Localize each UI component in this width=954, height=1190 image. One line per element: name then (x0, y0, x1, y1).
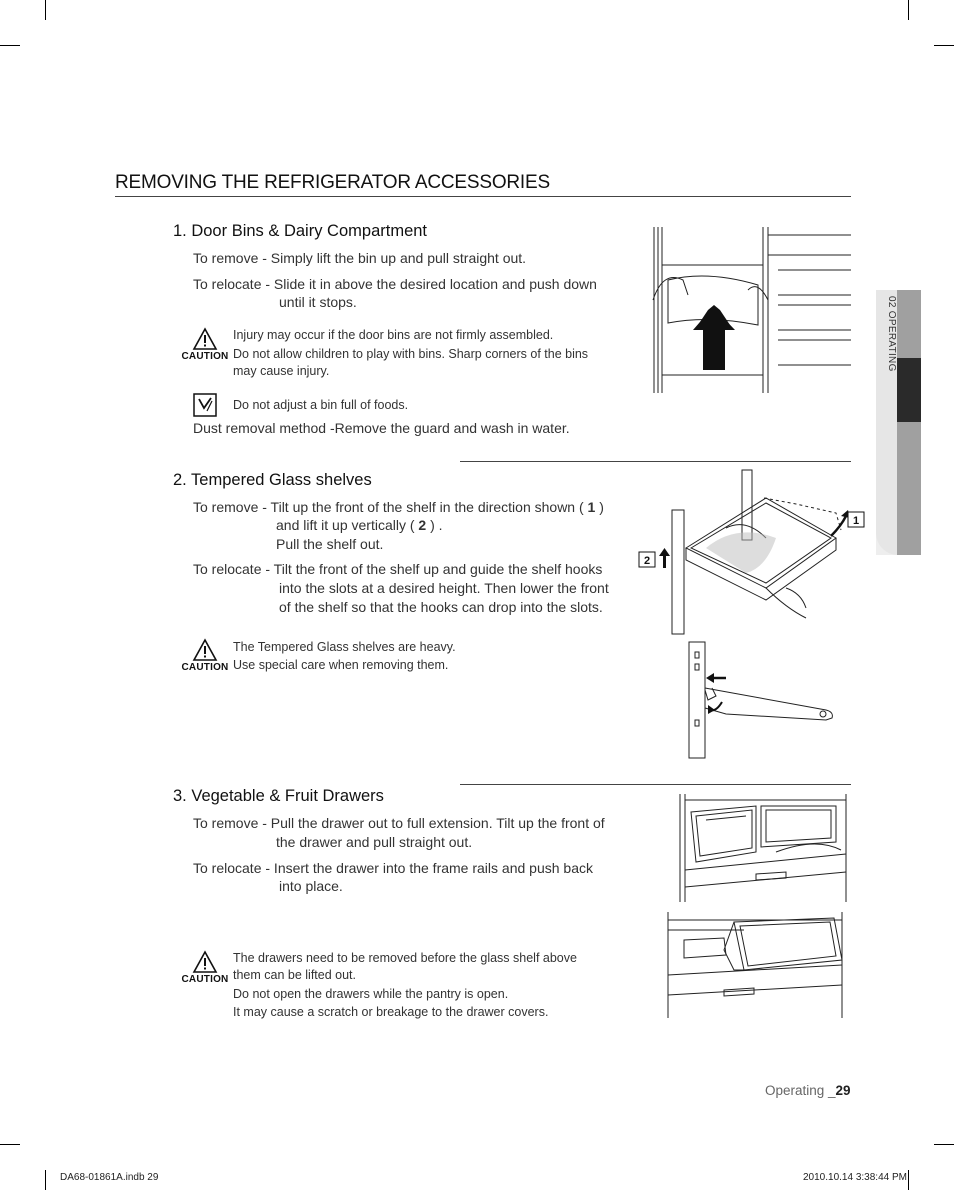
section-rule (460, 784, 851, 785)
footer-file: DA68-01861A.indb 29 (60, 1172, 159, 1183)
crop-mark (45, 0, 46, 20)
s1-caution-2: Do not allow children to play with bins. Sharp corners of the bins (233, 347, 589, 361)
s2-remove-1c: ) (595, 499, 604, 515)
page-title: REMOVING THE REFRIGERATOR ACCESSORIES (115, 172, 550, 193)
s3-caution-2: them can be lifted out. (233, 968, 356, 982)
side-tab-bar (897, 290, 921, 555)
s1-relocate-1: To relocate - Slide it in above the desired location and push down (193, 276, 597, 292)
crop-mark (0, 1144, 20, 1145)
door-bin-figure (648, 225, 853, 395)
side-tab-label: 02 OPERATING (886, 296, 897, 372)
note-icon (193, 393, 217, 417)
s3-caution-3: Do not open the drawers while the pantry is open. (233, 987, 509, 1001)
s2-remove-2a: and lift it up vertically ( (276, 517, 419, 533)
caution-badge (178, 638, 232, 674)
section-2-title: 2. Tempered Glass shelves (173, 471, 372, 489)
drawer-figure-bottom (664, 910, 850, 1020)
s2-relocate-2: into the slots at a desired height. Then lower the front (279, 580, 609, 596)
title-rule (115, 196, 851, 197)
s1-caution-3: may cause injury. (233, 364, 330, 378)
side-tab-active (897, 358, 921, 422)
drawer-figure-top (676, 792, 852, 904)
s1-note: Do not adjust a bin full of foods. (233, 398, 409, 412)
s2-caution-1: The Tempered Glass shelves are heavy. (233, 640, 456, 654)
shelf-bracket-figure (686, 640, 836, 760)
warning-icon (178, 638, 232, 664)
s2-remove-1a: To remove - Tilt up the front of the shelf in the direction shown ( (193, 499, 588, 515)
glass-shelf-figure (636, 468, 866, 636)
s1-caution-1: Injury may occur if the door bins are not firmly assembled. (233, 328, 554, 342)
footer-timestamp: 2010.10.14 3:38:44 PM (803, 1172, 907, 1183)
section-1-title: 1. Door Bins & Dairy Compartment (173, 222, 428, 240)
s1-dust: Dust removal method -Remove the guard and wash in water. (193, 420, 570, 436)
crop-mark (934, 45, 954, 46)
s2-remove-1 (193, 499, 604, 515)
s2-remove-1b: 1 (587, 499, 596, 515)
s2-remove-2b: 2 (418, 517, 427, 533)
s3-remove-1: To remove - Pull the drawer out to full extension. Tilt up the front of (193, 815, 605, 831)
caution-label: CAUTION (181, 974, 229, 985)
crop-mark (0, 45, 20, 46)
s3-relocate-2: into place. (279, 878, 343, 894)
section-3-title: 3. Vegetable & Fruit Drawers (173, 787, 384, 805)
s2-remove-3: Pull the shelf out. (276, 536, 384, 552)
s2-caution-2: Use special care when removing them. (233, 658, 449, 672)
s3-remove-2: the drawer and pull straight out. (276, 834, 473, 850)
crop-mark (934, 1144, 954, 1145)
crop-mark (908, 1170, 909, 1190)
caution-label: CAUTION (181, 351, 229, 362)
caution-badge (178, 327, 232, 363)
s2-remove-2c: ) . (426, 517, 443, 533)
warning-icon (178, 950, 232, 976)
s1-remove: To remove - Simply lift the bin up and pull straight out. (193, 250, 527, 266)
warning-icon (178, 327, 232, 353)
s3-caution-1: The drawers need to be removed before the glass shelf above (233, 951, 577, 965)
s3-caution-4: It may cause a scratch or breakage to the drawer covers. (233, 1005, 549, 1019)
fig-label-2: 2 (643, 555, 651, 567)
page-number (765, 1083, 851, 1098)
page-label: Operating _ (765, 1083, 836, 1098)
fig-label-1: 1 (852, 515, 860, 527)
section-rule (460, 461, 851, 462)
s2-remove-2 (276, 517, 443, 533)
page-number-value: 29 (835, 1083, 851, 1098)
caution-label: CAUTION (181, 662, 229, 673)
s2-relocate-3: of the shelf so that the hooks can drop into the slots. (279, 599, 603, 615)
s2-relocate-1: To relocate - Tilt the front of the shelf up and guide the shelf hooks (193, 561, 603, 577)
caution-badge (178, 950, 232, 986)
crop-mark (45, 1170, 46, 1190)
crop-mark (908, 0, 909, 20)
s1-relocate-2: until it stops. (279, 294, 357, 310)
s3-relocate-1: To relocate - Insert the drawer into the frame rails and push back (193, 860, 593, 876)
